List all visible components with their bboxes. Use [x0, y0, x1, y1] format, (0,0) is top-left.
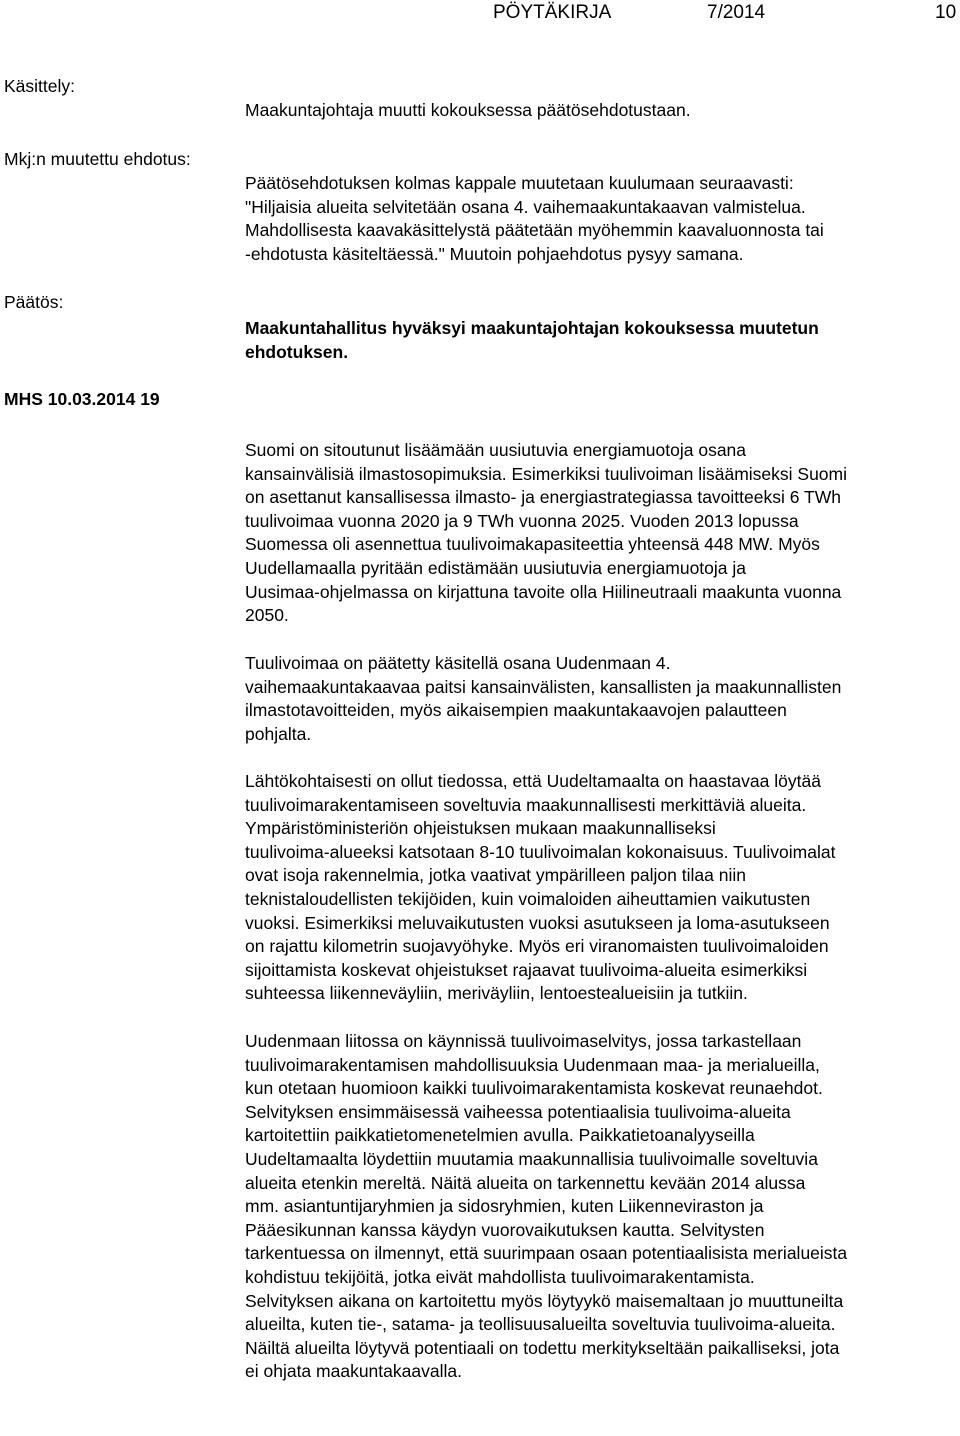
- text-line: alueita etenkin mereltä. Näitä alueita on tarkennettu kevään 2014 alussa: [245, 1172, 806, 1193]
- paragraph-1: [245, 439, 957, 628]
- paragraph-4: [245, 1030, 957, 1384]
- text-line: kartoitettiin paikkatietomenetelmien avulla. Paikkatietoanalyyseilla: [245, 1125, 755, 1146]
- text-line: tuulivoimarakentamiseen soveltuvia maakunnallisesti merkittäviä alueita.: [245, 794, 807, 815]
- text-line: vaihemaakuntakaavaa paitsi kansainvälisten, kansallisten ja maakunnallisten: [245, 676, 842, 697]
- text-line: tuulivoima-alueeksi katsotaan 8-10 tuulivoimalan kokonaisuus. Tuulivoimalat: [245, 841, 836, 862]
- text-line: ilmastotavoitteiden, myös aikaisempien maakuntakaavojen palautteen: [245, 700, 787, 721]
- text-line: pohjalta.: [245, 723, 312, 744]
- text-line: -ehdotusta käsiteltäessä." Muutoin pohjaehdotus pysyy samana.: [245, 243, 744, 264]
- text-line: Maakuntajohtaja muutti kokouksessa päätösehdotustaan.: [245, 100, 691, 120]
- paragraph-3: [245, 770, 957, 1006]
- text-line: teknistaloudellisten tekijöiden, kuin voimaloiden aiheuttamien vaikutusten: [245, 888, 811, 909]
- text-line: mm. asiantuntijaryhmien ja sidosryhmien, kuten Liikenneviraston ja: [245, 1196, 764, 1217]
- text-line: vuoksi. Esimerkiksi meluvaikutusten vuoksi asutukseen ja loma-asutukseen: [245, 912, 830, 933]
- text-line: ei ohjata maakuntakaavalla.: [245, 1361, 462, 1382]
- label-mkj-ehdotus: Mkj:n muutettu ehdotus:: [4, 149, 191, 169]
- text-line: on rajattu kilometrin suojavyöhyke. Myös eri viranomaisten tuulivoimaloiden: [245, 936, 829, 957]
- text-line: kansainvälisiä ilmastosopimuksia. Esimerkiksi tuulivoiman lisäämiseksi Suomi: [245, 463, 848, 484]
- text-line: Mahdollisesta kaavakäsittelystä päätetään myöhemmin kaavaluonnosta tai: [245, 220, 824, 241]
- text-line: ehdotuksen.: [245, 341, 349, 362]
- text-line: Tuulivoimaa on päätetty käsitellä osana Uudenmaan 4.: [245, 653, 671, 673]
- paatos-text: [245, 317, 957, 364]
- text-line: 2050.: [245, 605, 289, 626]
- text-line: Maakuntahallitus hyväksyi maakuntajohtajan kokouksessa muutetun: [245, 318, 819, 338]
- text-line: kohdistuu tekijöitä, jotka eivät mahdollista tuulivoimarakentamista.: [245, 1266, 755, 1287]
- document-type: PÖYTÄKIRJA: [493, 2, 612, 23]
- text-line: Päätösehdotuksen kolmas kappale muutetaan kuulumaan seuraavasti:: [245, 173, 794, 193]
- text-line: Lähtökohtaisesti on ollut tiedossa, että Uudeltamaalta on haastavaa löytää: [245, 771, 821, 791]
- text-line: Uudeltamaalta löydettiin muutamia maakunnallisia tuulivoimalle soveltuvia: [245, 1148, 818, 1169]
- ehdotus-text: [245, 172, 957, 266]
- text-line: Uudenmaan liitossa on käynnissä tuulivoimaselvitys, jossa tarkastellaan: [245, 1031, 802, 1051]
- text-line: "Hiljaisia alueita selvitetään osana 4. vaihemaakuntakaavan valmistelua.: [245, 196, 806, 217]
- page-number: 10: [935, 2, 957, 23]
- label-paatos: Päätös:: [4, 292, 64, 312]
- text-line: ovat isoja rakennelmia, jotka vaativat ympärilleen paljon tilaa niin: [245, 865, 746, 886]
- text-line: tuulivoimarakentamisen mahdollisuuksia Uudenmaan maa- ja merialueilla,: [245, 1054, 820, 1075]
- paragraph-2: [245, 652, 957, 746]
- text-line: on asettanut kansallisessa ilmasto- ja energiastrategiassa tavoitteeksi 6 TWh: [245, 487, 841, 508]
- text-line: Suomessa oli asennettua tuulivoimakapasiteettia yhteensä 448 MW. Myös: [245, 534, 820, 555]
- text-line: Suomi on sitoutunut lisäämään uusiutuvia energiamuotoja osana: [245, 440, 747, 460]
- text-line: Uusimaa-ohjelmassa on kirjattuna tavoite olla Hiilineutraali maakunta vuonna: [245, 581, 842, 602]
- text-line: Selvityksen ensimmäisessä vaiheessa potentiaalisia tuulivoima-alueita: [245, 1101, 791, 1122]
- text-line: tarkentuessa on ilmennyt, että suurimpaan osaan potentiaalisista merialueista: [245, 1243, 848, 1264]
- text-line: Uudellamaalla pyritään edistämään uusiutuvia energiamuotoja ja: [245, 557, 746, 578]
- label-kasittely: Käsittely:: [4, 76, 75, 96]
- text-line: kun otetaan huomioon kaikki tuulivoimarakentamista koskevat reunaehdot.: [245, 1078, 823, 1099]
- document-number: 7/2014: [707, 2, 766, 23]
- text-line: Näiltä alueilta löytyvä potentiaali on todettu merkitykseltään paikalliseksi, jota: [245, 1337, 840, 1358]
- text-line: alueilta, kuten tie-, satama- ja teollisuusalueilta soveltuvia tuulivoima-alueita.: [245, 1314, 836, 1335]
- text-line: Pääesikunnan kanssa käydyn vuorovaikutuksen kautta. Selvitysten: [245, 1219, 765, 1240]
- text-line: sijoittamista koskevat ohjeistukset rajaavat tuulivoima-alueita esimerkiksi: [245, 959, 808, 980]
- label-meeting-ref: MHS 10.03.2014 19: [4, 389, 160, 409]
- text-line: suhteessa liikenneväyliin, meriväyliin, lentoestealueisiin ja tutkiin.: [245, 983, 748, 1004]
- text-line: tuulivoimaa vuonna 2020 ja 9 TWh vuonna 2025. Vuoden 2013 lopussa: [245, 510, 799, 531]
- kasittely-text: [245, 99, 957, 123]
- text-line: Selvityksen aikana on kartoitettu myös löytyykö maisemaltaan jo muuttuneilta: [245, 1290, 844, 1311]
- text-line: Ympäristöministeriön ohjeistuksen mukaan maakunnalliseksi: [245, 818, 716, 839]
